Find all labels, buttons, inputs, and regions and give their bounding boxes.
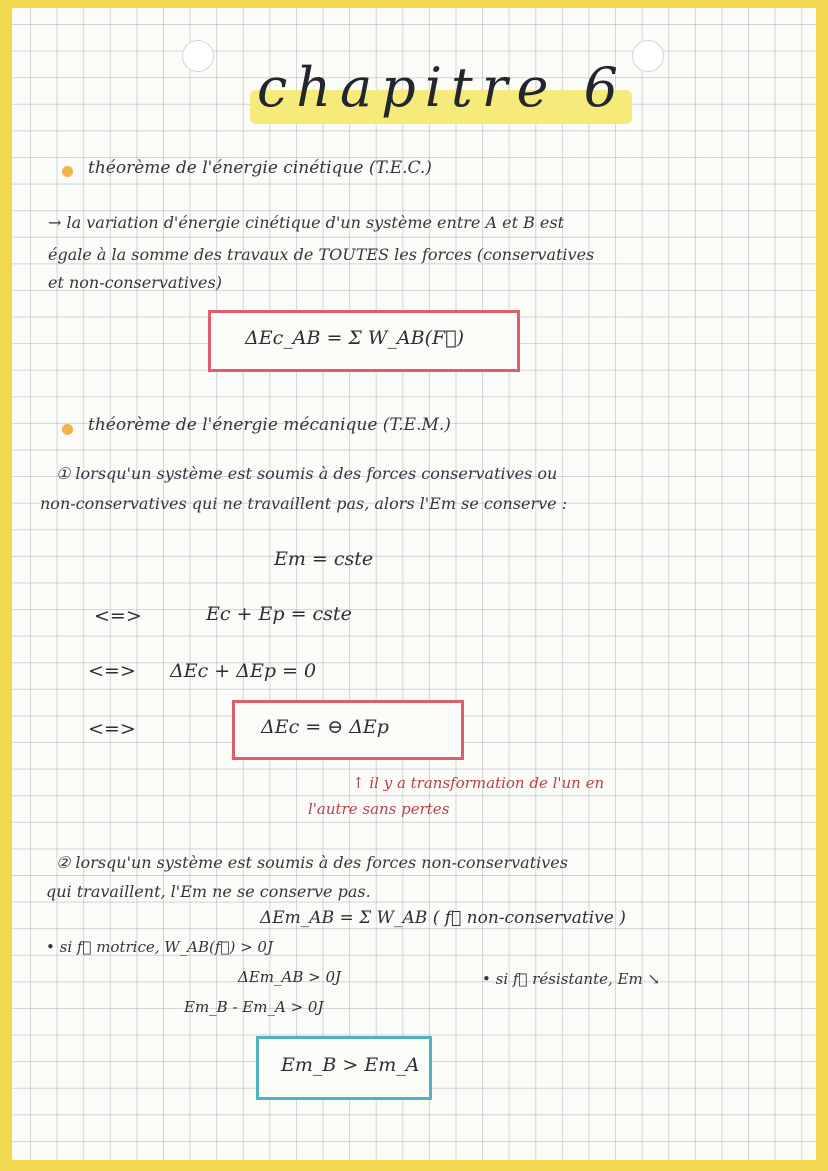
tec-formula: ΔEc_AB = Σ W_AB(F⃗) — [245, 327, 465, 349]
tem-point2-line-2: qui travaillent, l'Em ne se conserve pas. — [46, 882, 371, 901]
section-heading-tem: théorème de l'énergie mécanique (T.E.M.) — [88, 415, 451, 435]
bullet-dot — [62, 424, 73, 435]
equivalence-symbol: <=> — [94, 605, 142, 627]
annotation-note-line-1: ↑ il y a transformation de l'un en — [352, 774, 605, 792]
equation-delta-em-work: ΔEm_AB = Σ W_AB ( f⃗ non-conservative ) — [260, 908, 626, 928]
tem-result-box — [256, 1036, 432, 1100]
notebook-page — [12, 8, 816, 1160]
tec-formula-box — [208, 310, 520, 372]
equation-ec-ep-constant: Ec + Ep = cste — [206, 603, 352, 625]
tem-point1-line-2: non-conservatives qui ne travaillent pas, alors l'Em se conserve : — [40, 494, 568, 513]
tem-formula-box — [232, 700, 464, 760]
page-title: chapitre 6 — [232, 56, 652, 146]
section-heading-tec: théorème de l'énergie cinétique (T.E.C.) — [88, 158, 432, 178]
motrice-case: • si f⃗ motrice, W_AB(f⃗) > 0J — [46, 938, 273, 956]
tem-point1-line-1: ① lorsqu'un système est soumis à des forces conservatives ou — [56, 464, 558, 483]
tem-point2-line-1: ② lorsqu'un système est soumis à des forces non-conservatives — [56, 853, 568, 872]
annotation-note-line-2: l'autre sans pertes — [308, 800, 450, 818]
tec-text-line-3: et non-conservatives) — [48, 273, 222, 292]
bullet-dot — [62, 166, 73, 177]
equation-emb-minus-ema: Em_B - Em_A > 0J — [184, 998, 324, 1016]
tec-text-line-2: égale à la somme des travaux de TOUTES les forces (conservatives — [48, 245, 595, 264]
equation-emb-greater-ema: Em_B > Em_A — [281, 1054, 420, 1076]
equation-delta-ec-opposite: ΔEc = ⊖ ΔEp — [261, 716, 389, 738]
equivalence-symbol: <=> — [88, 660, 136, 682]
equation-em-constant: Em = cste — [274, 548, 374, 570]
equation-delta-sum-zero: ΔEc + ΔEp = 0 — [170, 660, 317, 682]
equivalence-symbol: <=> — [88, 718, 136, 740]
binder-hole-left — [182, 40, 214, 72]
equation-delta-em-positive: ΔEm_AB > 0J — [238, 968, 342, 986]
resistante-case: • si f⃗ résistante, Em ↘ — [482, 970, 661, 988]
tec-text-line-1: → la variation d'énergie cinétique d'un système entre A et B est — [48, 213, 565, 232]
